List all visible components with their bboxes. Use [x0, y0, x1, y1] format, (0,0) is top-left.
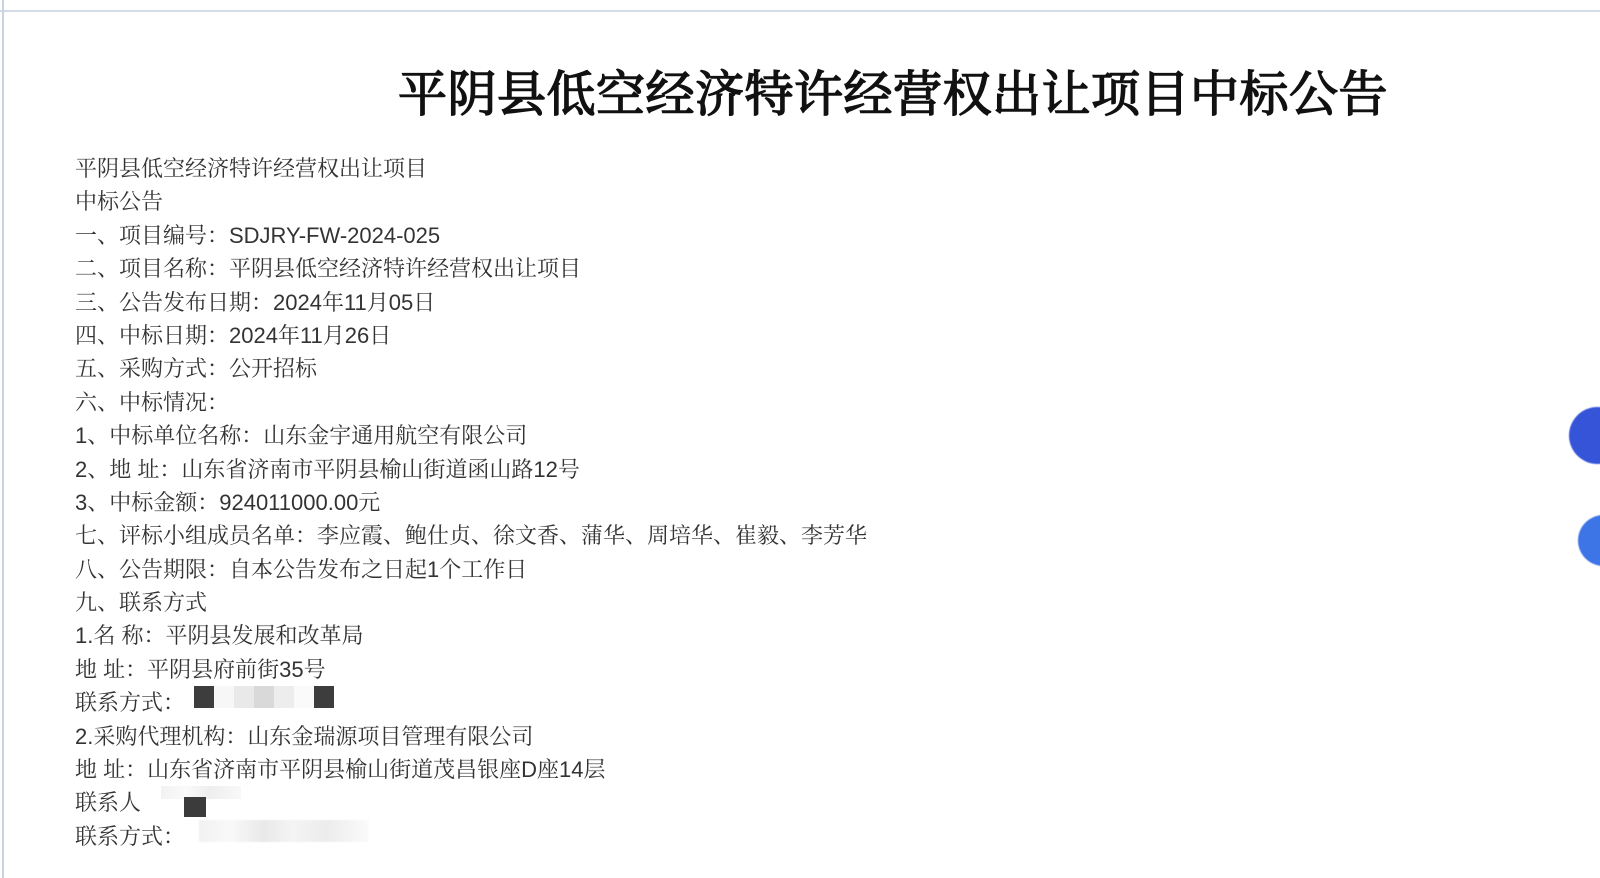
redaction-block — [184, 797, 206, 817]
doc-line-project-name: 二、项目名称：平阴县低空经济特许经营权出让项目 — [75, 256, 582, 282]
doc-line-subtitle: 中标公告 — [75, 189, 164, 215]
doc-line-project: 平阴县低空经济特许经营权出让项目 — [75, 156, 428, 181]
floating-action-button-top[interactable] — [1569, 407, 1600, 464]
floating-action-button-bottom[interactable] — [1578, 515, 1600, 566]
content-top-border — [0, 10, 1600, 12]
doc-line-publish-date: 三、公告发布日期：2024年11月05日 — [75, 289, 436, 315]
doc-line-winner-name: 1、中标单位名称：山东金宇通用航空有限公司 — [75, 423, 528, 449]
content-left-border — [2, 0, 4, 878]
doc-line-agency-phone: 联系方式： — [75, 686, 1475, 719]
doc-line-agency-name: 1.名 称：平阴县发展和改革局 — [75, 623, 364, 649]
doc-line-contact-person: 联系人 — [75, 786, 1475, 819]
doc-line-announcement-period: 八、公告期限：自本公告发布之日起1个工作日 — [75, 556, 528, 582]
doc-line-proxy-phone: 联系方式： — [75, 820, 1475, 853]
doc-line-evaluation-panel: 七、评标小组成员名单：李应霞、鲍仕贞、徐文香、蒲华、周培华、崔毅、李芳华 — [75, 523, 868, 549]
doc-line-award-amount: 3、中标金额：924011000.00元 — [75, 489, 381, 515]
redacted-phone-mosaic — [194, 686, 334, 708]
page-title: 平阴县低空经济特许经营权出让项目中标公告 — [397, 68, 1388, 122]
doc-line-proxy-address: 地 址：山东省济南市平阴县榆山街道茂昌银座D座14层 — [75, 757, 606, 783]
doc-line-project-number: 一、项目编号：SDJRY-FW-2024-025 — [75, 222, 441, 248]
doc-line-agency-address: 地 址：平阴县府前街35号 — [75, 656, 326, 682]
doc-line-proxy-name: 2.采购代理机构：山东金瑞源项目管理有限公司 — [75, 723, 534, 749]
doc-line-procurement-method: 五、采购方式：公开招标 — [75, 356, 318, 382]
redacted-proxy-phone — [199, 820, 369, 842]
doc-line-award-date: 四、中标日期：2024年11月26日 — [75, 322, 392, 348]
doc-line-winner-address: 2、地 址：山东省济南市平阴县榆山街道函山路12号 — [75, 456, 580, 482]
doc-line-award-section: 六、中标情况： — [75, 389, 230, 415]
announcement-body — [75, 152, 1475, 853]
redacted-contact-person — [161, 786, 251, 818]
doc-line-contact-section: 九、联系方式 — [75, 590, 208, 616]
